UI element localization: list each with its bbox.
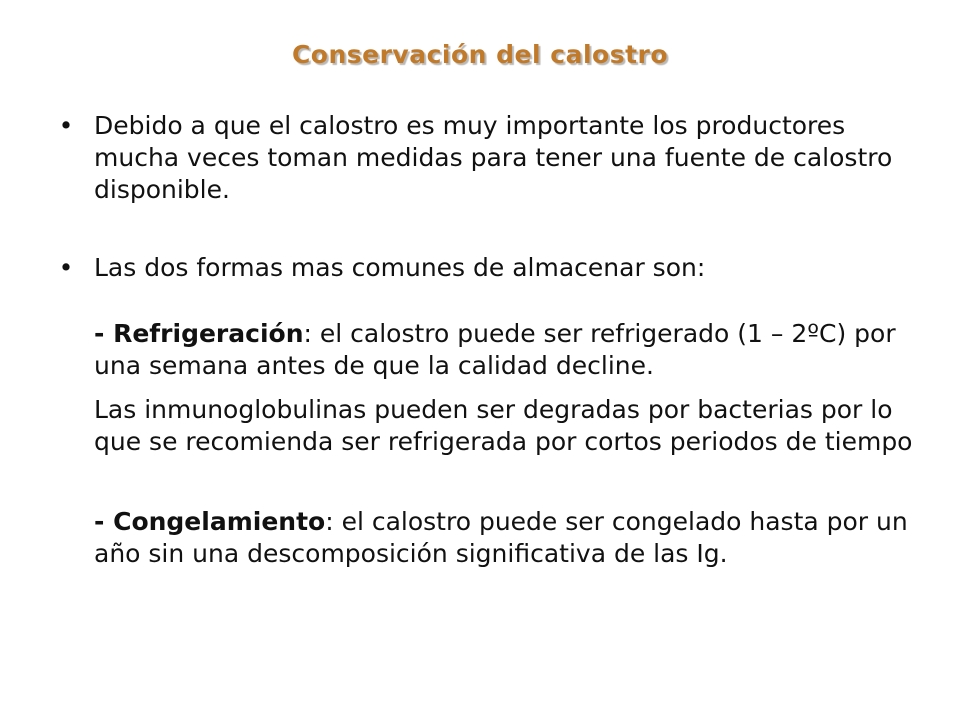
bullet-text: Las dos formas mas comunes de almacenar son:	[94, 253, 706, 282]
bullet-symbol: •	[58, 111, 74, 140]
refrigeration-term: Refrigeración	[113, 319, 304, 348]
slide-title: Conservación del calostro	[291, 40, 669, 69]
freezing-text: : el calostro puede ser congelado hasta por un año sin una descomposición significativa de las Ig.	[94, 507, 908, 568]
bullet-text: Debido a que el calostro es muy importante los productores mucha veces toman medidas para tener una fuente de calostro disponible.	[94, 111, 893, 204]
refrigeration-note: Las inmunoglobulinas pueden ser degradas por bacterias por lo que se recomienda ser refrigerada por cortos periodos de tiempo	[94, 395, 913, 456]
freezing-term: Congelamiento	[113, 507, 326, 536]
bullet-item	[56, 110, 936, 206]
refrigeration-text: : el calostro puede ser refrigerado (1 – 2ºC) por una semana antes de que la calidad decline.	[94, 319, 896, 380]
freezing-paragraph	[56, 506, 936, 570]
freezing-dash: -	[94, 507, 114, 536]
bullet-symbol: •	[58, 253, 74, 282]
refrigeration-paragraph	[56, 318, 936, 382]
bullet-item	[56, 252, 936, 284]
refrigeration-dash: -	[94, 319, 114, 348]
slide-body	[56, 110, 936, 570]
